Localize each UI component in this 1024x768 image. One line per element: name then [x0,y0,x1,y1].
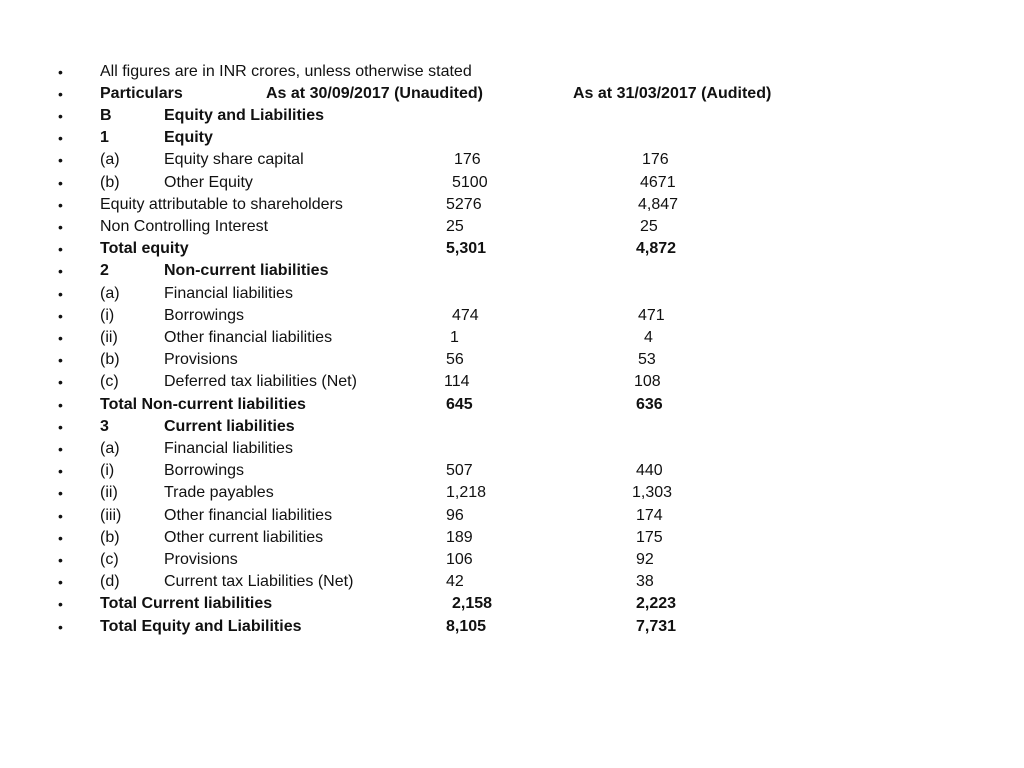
value-mar-2017: 7,731 [636,617,677,635]
bullet: • [58,152,63,169]
table-row [0,349,1024,371]
value-sep-2017: 2,158 [452,595,493,613]
value-sep-2017: 507 [446,462,473,480]
row-label: Borrowings [164,462,245,480]
bullet: • [58,108,63,124]
header-particulars: Particulars [100,85,183,102]
table-row [0,482,1024,504]
bullet: • [58,574,63,591]
value-sep-2017: 5276 [446,195,482,213]
value-mar-2017: 2,223 [636,595,677,613]
value-sep-2017: 645 [446,395,473,413]
value-mar-2017: 53 [638,351,656,369]
table-row [0,394,1024,416]
row-code: 2 [100,262,109,280]
row-code: 3 [100,417,109,435]
row-code: (ii) [100,484,118,502]
value-mar-2017: 38 [636,573,654,591]
row-label: Total Equity and Liabilities [100,617,302,635]
row-code: (b) [100,173,120,191]
table-row [0,616,1024,638]
value-sep-2017: 8,105 [446,617,487,635]
value-mar-2017: 92 [636,551,654,568]
value-mar-2017: 471 [638,306,665,324]
row-code: (a) [100,440,120,457]
row-label: Other current liabilities [164,528,324,546]
bullet: • [58,485,63,502]
table-row [0,505,1024,527]
table-row [0,105,1024,127]
bullet: • [58,418,63,435]
table-row [0,549,1024,571]
bullet: • [58,618,63,635]
value-mar-2017: 636 [636,395,663,413]
value-sep-2017: 1 [450,329,459,346]
row-label: Financial liabilities [164,284,293,302]
bullet: • [58,196,63,213]
table-row [0,593,1024,615]
value-sep-2017: 42 [446,573,464,591]
row-code: (i) [100,462,115,480]
row-label: Equity share capital [164,151,304,169]
bullet: • [58,396,63,413]
value-mar-2017: 1,303 [632,484,673,502]
table-row [0,371,1024,393]
row-label: Other financial liabilities [164,506,333,524]
bullet: • [58,552,63,568]
row-label: Trade payables [164,484,274,502]
table-row [0,438,1024,460]
value-sep-2017: 5100 [452,173,488,191]
value-mar-2017: 175 [636,528,663,546]
value-mar-2017: 176 [642,151,669,169]
header-col2: As at 31/03/2017 (Audited) [573,85,772,102]
row-code: (d) [100,573,120,591]
bullet: • [58,219,63,235]
table-row [0,216,1024,238]
table-row [0,305,1024,327]
value-sep-2017: 189 [446,528,473,546]
bullet: • [58,307,63,324]
row-label: Current liabilities [164,417,295,435]
table-row [0,571,1024,593]
row-label: Total Non-current liabilities [100,395,306,413]
bullet: • [58,241,63,258]
value-mar-2017: 174 [636,506,663,524]
row-label: Borrowings [164,306,245,324]
table-row [0,172,1024,194]
bullet: • [58,285,63,302]
table-row [0,238,1024,260]
bullet: • [58,174,63,191]
bullet: • [58,64,63,80]
bullet: • [58,263,63,280]
value-mar-2017: 25 [640,218,658,235]
row-code: (b) [100,528,120,546]
row-label: Equity and Liabilities [164,107,325,124]
value-sep-2017: 114 [444,373,470,391]
value-sep-2017: 96 [446,506,464,524]
value-sep-2017: 474 [452,306,479,324]
bullet: • [58,130,63,147]
bullet: • [58,374,63,391]
value-mar-2017: 4 [644,329,653,346]
bullet: • [58,507,63,524]
value-mar-2017: 4,872 [636,240,677,258]
table-row [0,149,1024,171]
bullet: • [58,441,63,457]
row-code: 1 [100,129,109,147]
value-sep-2017: 56 [446,351,464,369]
row-label: Equity [164,129,213,147]
row-label: Total Current liabilities [100,595,273,613]
row-label: Non-current liabilities [164,262,329,280]
row-code: (c) [100,551,119,568]
value-sep-2017: 25 [446,218,464,235]
value-sep-2017: 1,218 [446,484,487,502]
row-code: (i) [100,306,115,324]
value-mar-2017: 4671 [640,173,676,191]
table-row [0,416,1024,438]
table-row [0,194,1024,216]
row-label: Deferred tax liabilities (Net) [164,373,357,391]
row-code: (iii) [100,506,122,524]
row-label: Provisions [164,551,238,568]
table-row [0,527,1024,549]
row-label: Provisions [164,351,238,369]
intro-row [0,61,1024,83]
row-label: Other financial liabilities [164,329,333,346]
header-col1: As at 30/09/2017 (Unaudited) [266,85,483,102]
value-mar-2017: 108 [634,373,661,391]
row-code: (a) [100,284,120,302]
row-label: Financial liabilities [164,440,293,457]
row-code: (ii) [100,329,118,346]
row-code: (b) [100,351,120,369]
row-code: (a) [100,151,120,169]
value-mar-2017: 440 [636,462,663,480]
row-label: Non Controlling Interest [100,218,269,235]
table-row [0,283,1024,305]
bullet: • [58,463,63,480]
row-label: Equity attributable to shareholders [100,195,343,213]
row-label: Total equity [100,240,189,258]
row-code: (c) [100,373,119,391]
bullet: • [58,596,63,613]
value-sep-2017: 176 [454,151,481,169]
value-mar-2017: 4,847 [638,195,679,213]
header-row [0,83,1024,105]
row-code: B [100,107,112,124]
value-sep-2017: 5,301 [446,240,487,258]
intro-text: All figures are in INR crores, unless otherwise stated [100,63,472,80]
table-row [0,260,1024,282]
bullet: • [58,352,63,369]
bullet: • [58,330,63,346]
bullet: • [58,86,63,102]
value-sep-2017: 106 [446,551,473,568]
bullet: • [58,529,63,546]
table-row [0,127,1024,149]
row-label: Current tax Liabilities (Net) [164,573,354,591]
table-row [0,460,1024,482]
table-row [0,327,1024,349]
row-label: Other Equity [164,173,253,191]
